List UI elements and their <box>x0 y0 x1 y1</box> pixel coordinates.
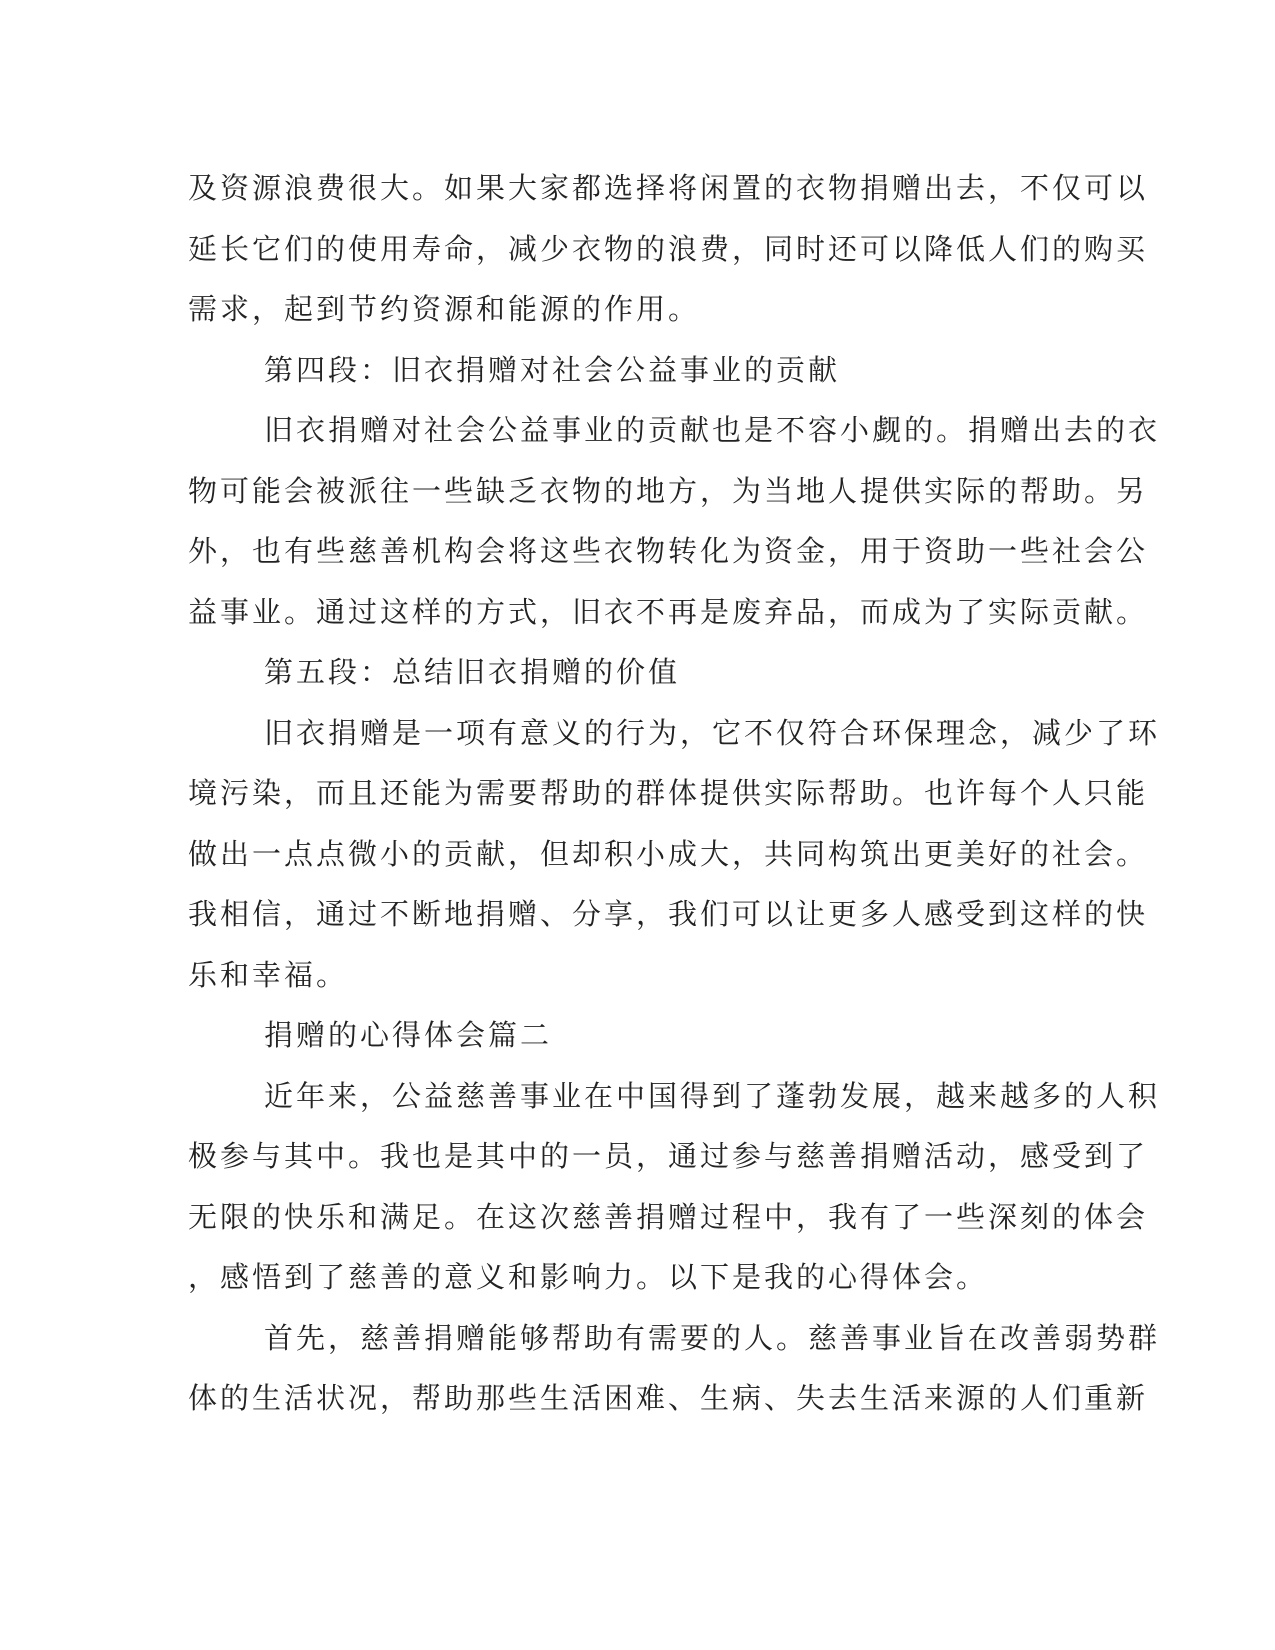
document-body <box>188 158 1161 1429</box>
text-line: ，感悟到了慈善的意义和影响力。以下是我的心得体会。 <box>188 1260 989 1294</box>
section-heading: 捐赠的心得体会篇二 <box>264 1018 553 1052</box>
text-line: 近年来，公益慈善事业在中国得到了蓬勃发展，越来越多的人积 <box>264 1078 1161 1113</box>
text-line: 及资源浪费很大。如果大家都选择将闲置的衣物捐赠出去，不仅可以 <box>188 171 1149 205</box>
text-line: 需求，起到节约资源和能源的作用。 <box>188 292 701 326</box>
text-line: 旧衣捐赠是一项有意义的行为，它不仅符合环保理念，减少了环 <box>264 715 1161 750</box>
text-line: 乐和幸福。 <box>188 957 349 992</box>
text-line: 境污染，而且还能为需要帮助的群体提供实际帮助。也许每个人只能 <box>188 776 1149 810</box>
text-line: 我相信，通过不断地捐赠、分享，我们可以让更多人感受到这样的快 <box>188 897 1149 931</box>
text-line: 做出一点点微小的贡献，但却积小成大，共同构筑出更美好的社会。 <box>188 836 1149 871</box>
text-line: 外，也有些慈善机构会将这些衣物转化为资金，用于资助一些社会公 <box>188 534 1149 568</box>
text-line: 体的生活状况，帮助那些生活困难、生病、失去生活来源的人们重新 <box>188 1381 1149 1415</box>
text-line: 延长它们的使用寿命，减少衣物的浪费，同时还可以降低人们的购买 <box>188 231 1149 266</box>
section-heading: 第四段：旧衣捐赠对社会公益事业的贡献 <box>264 352 841 387</box>
section-heading: 第五段：总结旧衣捐赠的价值 <box>264 655 681 689</box>
text-line: 首先，慈善捐赠能够帮助有需要的人。慈善事业旨在改善弱势群 <box>264 1320 1161 1355</box>
text-line: 物可能会被派往一些缺乏衣物的地方，为当地人提供实际的帮助。另 <box>188 473 1149 508</box>
text-line: 旧衣捐赠对社会公益事业的贡献也是不容小觑的。捐赠出去的衣 <box>264 413 1161 447</box>
text-line: 无限的快乐和满足。在这次慈善捐赠过程中，我有了一些深刻的体会 <box>188 1199 1149 1234</box>
text-line: 益事业。通过这样的方式，旧衣不再是废弃品，而成为了实际贡献。 <box>188 594 1149 629</box>
text-line: 极参与其中。我也是其中的一员，通过参与慈善捐赠活动，感受到了 <box>188 1139 1149 1173</box>
